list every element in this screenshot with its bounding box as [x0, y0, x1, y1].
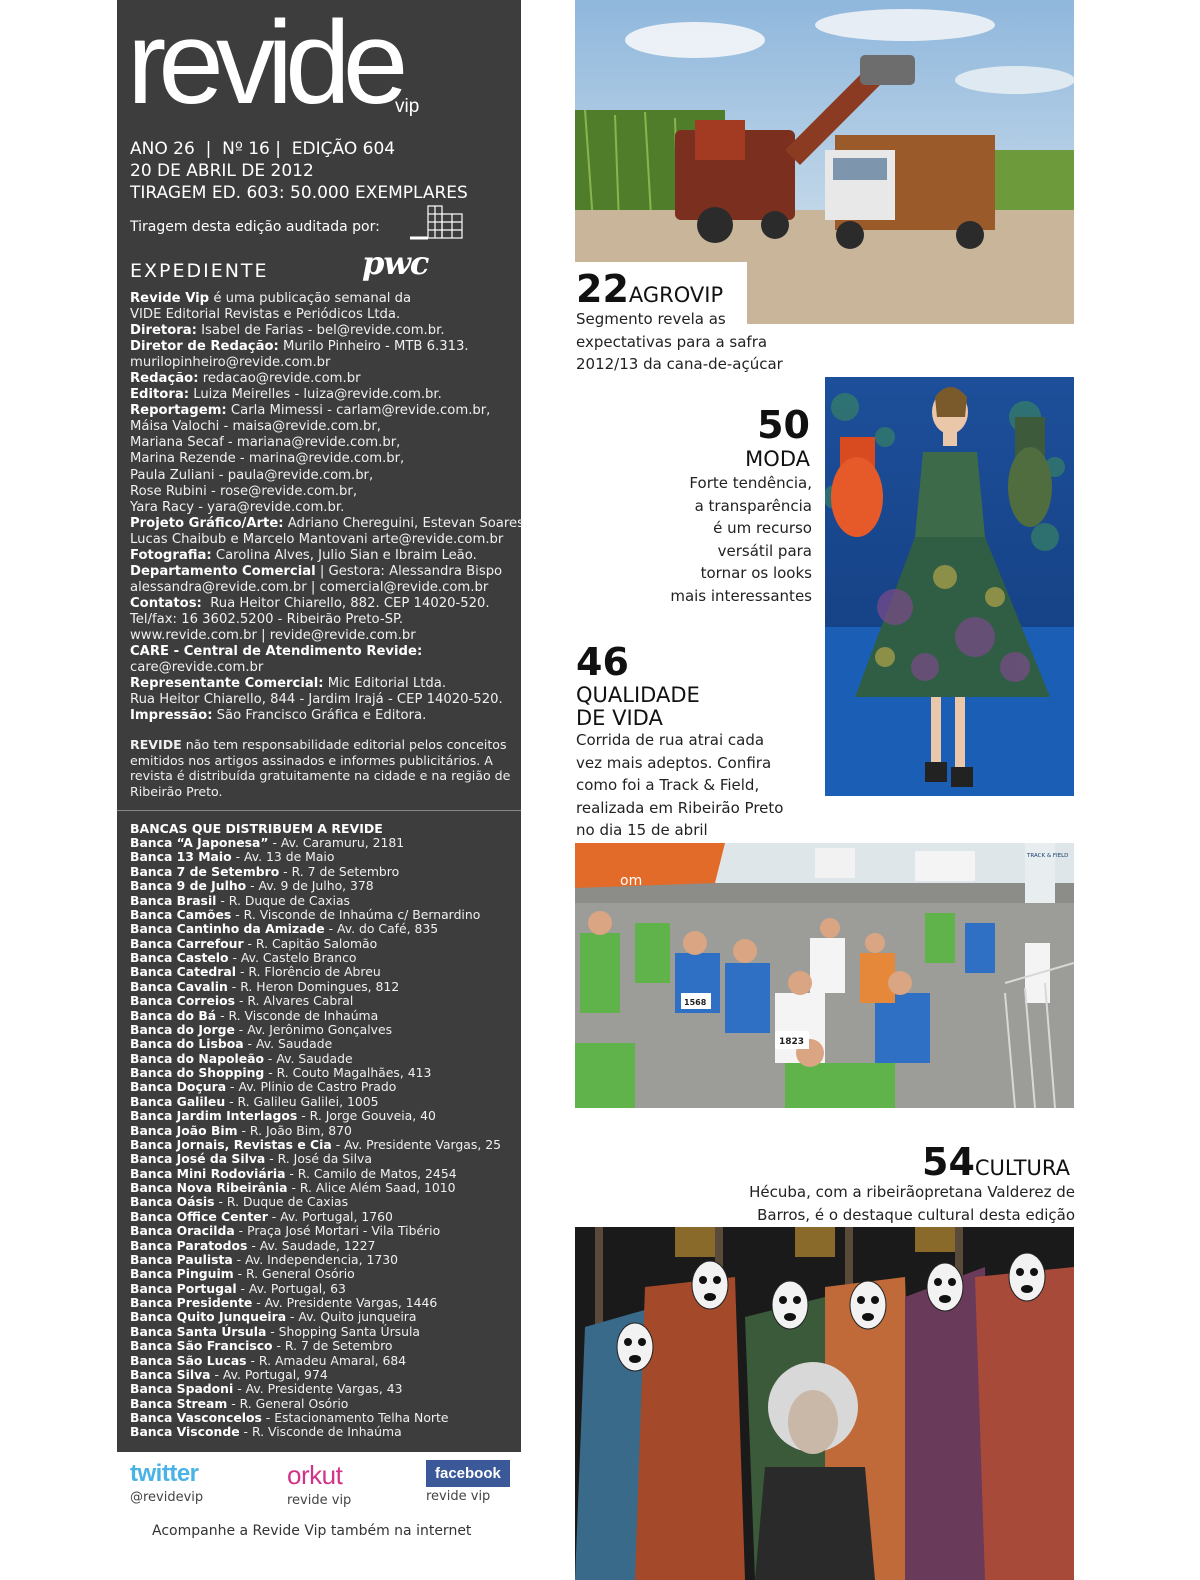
moda-section-name: MODA: [745, 447, 810, 471]
banca-name: Banca Correios: [130, 993, 236, 1009]
moda-description: [640, 472, 812, 607]
banca-item: [130, 1023, 501, 1037]
credit-detail: Adriano Chereguini, Estevan Soares,: [283, 515, 529, 531]
credit-detail: murilopinheiro@revide.com.br: [130, 355, 331, 371]
banca-item: [130, 1267, 501, 1281]
banca-name: Banca Quito Junqueira: [130, 1309, 287, 1325]
banca-item: [130, 1354, 501, 1368]
banca-name: Banca Office Center: [130, 1208, 268, 1224]
banca-item: [130, 1282, 501, 1296]
banca-address: - R. Camilo de Matos, 2454: [285, 1165, 457, 1181]
credit-detail: Murilo Pinheiro - MTB 6.313.: [278, 339, 469, 355]
banca-item: [130, 850, 501, 864]
twitter-link[interactable]: [130, 1460, 203, 1505]
banca-name: Banca do Lisboa: [130, 1036, 244, 1052]
cultura-description: [676, 1181, 1075, 1226]
divider: [117, 810, 521, 811]
banca-name: Banca Nova Ribeirânia: [130, 1180, 288, 1195]
credit-detail: Carla Mimessi - carlam@revide.com.br,: [226, 403, 491, 419]
banca-item: [130, 1382, 501, 1396]
banca-address: - Av. Plinio de Castro Prado: [226, 1079, 397, 1095]
banca-name: Banca 7 de Setembro: [130, 863, 280, 879]
banca-name: Banca Doçura: [130, 1079, 227, 1095]
credit-detail: Máisa Valochi - maisa@revide.com.br,: [130, 419, 381, 435]
banca-item: [130, 1109, 501, 1123]
banca-name: Banca Jardim Interlagos: [130, 1108, 298, 1124]
banca-name: Banca do Napoleão: [130, 1050, 264, 1066]
credit-line: [130, 484, 515, 500]
credit-detail: Rua Heitor Chiarello, 844 - Jardim Irajá - CEP 14020-520.: [130, 692, 503, 708]
agro-desc-line: Segmento revela as: [576, 310, 726, 328]
banca-name: Banca Jornais, Revistas e Cia: [130, 1136, 332, 1152]
banca-item: [130, 980, 501, 994]
banca-address: - R. Duque de Caxias: [214, 1194, 349, 1210]
credit-line: [130, 644, 515, 660]
agro-heading: [576, 267, 723, 311]
banca-address: - R. Visconde de Inhaúma: [216, 1007, 379, 1023]
cultura-page-number: 54: [922, 1140, 975, 1184]
credit-line: [130, 612, 515, 628]
banca-name: Banca Mini Rodoviária: [130, 1165, 286, 1181]
banca-address: - Av. 13 de Maio: [231, 849, 335, 865]
credit-role: Redação:: [130, 371, 199, 387]
credit-role: Representante Comercial:: [130, 676, 324, 692]
banca-item: [130, 1009, 501, 1023]
credit-detail: Rua Heitor Chiarello, 882. CEP 14020-520.: [201, 595, 490, 611]
credit-role: Fotografia:: [130, 547, 212, 563]
banca-name: Banca Cantinho da Amizade: [130, 921, 325, 937]
credit-detail: Mariana Secaf - mariana@revide.com.br,: [130, 435, 401, 451]
pwc-logo: pwc: [362, 244, 429, 282]
credit-detail: Carolina Alves, Julio Sian e Ibraim Leão.: [211, 547, 477, 563]
expediente-title: EXPEDIENTE: [130, 260, 269, 282]
banca-address: - R. Capitão Salomão: [243, 935, 378, 951]
credit-line: [130, 660, 515, 676]
credit-role: Diretora:: [130, 323, 197, 339]
bib-number-1: 1823: [779, 1037, 805, 1047]
banca-address: - R. Amadeu Amaral, 684: [246, 1352, 407, 1368]
banca-item: [130, 1138, 501, 1152]
banca-item: [130, 951, 501, 965]
banca-item: [130, 1124, 501, 1138]
credit-detail: São Francisco Gráfica e Editora.: [212, 708, 427, 724]
banca-item: [130, 1037, 501, 1051]
credit-role: Revide Vip: [130, 291, 210, 306]
bancas-list: [130, 836, 501, 1440]
banca-item: [130, 1224, 501, 1238]
banca-name: Banca Presidente: [130, 1295, 253, 1310]
credit-detail: Paula Zuliani - paula@revide.com.br,: [130, 467, 374, 483]
banca-name: Banca Camões: [130, 906, 232, 922]
agro-section-name: AGROVIP: [628, 283, 724, 307]
moda-heading: [700, 403, 810, 471]
qualidade-desc-line: como foi a Track & Field,: [576, 776, 760, 794]
banca-name: Banca “A Japonesa”: [130, 835, 269, 850]
credit-line: [130, 692, 515, 708]
banca-name: Banca Brasil: [130, 892, 217, 908]
banca-item: [130, 937, 501, 951]
issue-date: 20 DE ABRIL DE 2012: [130, 161, 314, 181]
agro-description: [576, 308, 783, 376]
banca-address: - Shopping Santa Úrsula: [266, 1323, 421, 1339]
banca-item: [130, 1310, 501, 1324]
credit-detail: Marina Rezende - marina@revide.com.br,: [130, 451, 405, 467]
credit-role: Contatos:: [130, 595, 202, 611]
facebook-logo: facebook: [426, 1460, 510, 1487]
credit-detail: Isabel de Farias - bel@revide.com.br.: [196, 323, 445, 339]
banca-name: Banca Cavalin: [130, 978, 228, 994]
credit-detail: Mic Editorial Ltda.: [323, 676, 447, 692]
credit-detail: redacao@revide.com.br: [198, 371, 361, 387]
banca-address: - Av. Portugal, 1760: [267, 1208, 393, 1224]
moda-desc-line: é um recurso: [713, 519, 812, 537]
banca-address: - R. General Osório: [233, 1266, 355, 1282]
banca-name: Banca Santa Úrsula: [130, 1323, 267, 1339]
moda-desc-line: tornar os looks: [700, 564, 812, 582]
banca-address: - Av. Jerônimo Gonçalves: [234, 1021, 393, 1037]
banca-address: - R. Duque de Caxias: [216, 892, 350, 908]
agro-desc-line: expectativas para a safra: [576, 332, 768, 351]
banca-name: Banca São Lucas: [130, 1352, 247, 1368]
banca-address: - R. Galileu Galilei, 1005: [225, 1093, 379, 1109]
banca-name: Banca do Shopping: [130, 1065, 265, 1080]
banca-name: Banca Silva: [130, 1366, 211, 1382]
banca-item: [130, 1195, 501, 1209]
revide-logo-vip: vip: [395, 96, 420, 117]
banca-name: Banca 13 Maio: [130, 849, 232, 865]
banca-address: - R. João Bim, 870: [237, 1122, 352, 1138]
banner-right-text: TRACK & FIELD: [1027, 853, 1069, 859]
agro-desc-line: 2012/13 da cana-de-açúcar: [576, 355, 783, 373]
banca-address: - R. Visconde de Inhaúma: [239, 1424, 402, 1440]
banca-item: [130, 879, 501, 893]
qualidade-heading: [576, 640, 700, 730]
banca-item: [130, 1052, 501, 1066]
banca-address: - Praça José Mortari - Vila Tibério: [234, 1223, 441, 1239]
banca-name: Banca Oracilda: [130, 1223, 235, 1239]
credit-detail: Yara Racy - yara@revide.com.br.: [130, 499, 345, 515]
banca-item: [130, 836, 501, 850]
banca-item: [130, 1080, 501, 1094]
twitter-logo: twitter: [130, 1460, 199, 1487]
credit-line: [130, 468, 515, 484]
qualidade-section-name-1: QUALIDADE: [576, 683, 700, 707]
bancas-title: BANCAS QUE DISTRIBUEM A REVIDE: [130, 821, 383, 836]
banca-address: - R. Couto Magalhães, 413: [264, 1065, 432, 1080]
credit-line: [130, 580, 515, 596]
credit-detail: Rose Rubini - rose@revide.com.br,: [130, 483, 358, 499]
banca-name: Banca Vasconcelos: [130, 1410, 262, 1425]
print-run: TIRAGEM ED. 603: 50.000 EXEMPLARES: [130, 183, 468, 203]
credit-role: CARE - Central de Atendimento Revide:: [130, 644, 423, 660]
qualidade-description: [576, 729, 783, 842]
credit-line: [130, 532, 515, 548]
credit-role: Diretor de Redação:: [130, 339, 279, 355]
banner-left-text: om: [620, 873, 643, 889]
banca-name: Banca Carrefour: [130, 935, 244, 951]
banca-item: [130, 1339, 501, 1353]
moda-desc-line: mais interessantes: [670, 586, 812, 605]
banca-address: - Estacionamento Telha Norte: [261, 1410, 449, 1425]
banca-name: Banca do Jorge: [130, 1021, 235, 1037]
banca-name: Banca Portugal: [130, 1280, 237, 1296]
banca-address: - Av. Castelo Branco: [228, 950, 357, 965]
banca-item: [130, 1181, 501, 1195]
banca-name: Banca Catedral: [130, 964, 237, 980]
revide-logo: revide: [127, 0, 401, 129]
banca-item: [130, 1152, 501, 1166]
credit-role: Projeto Gráfico/Arte:: [130, 515, 284, 531]
credit-role: Editora:: [130, 387, 190, 403]
banca-address: - R. José da Silva: [265, 1151, 372, 1167]
banca-address: - R. Alice Além Saad, 1010: [287, 1180, 456, 1195]
banca-item: [130, 965, 501, 979]
banca-address: - Av. Presidente Vargas, 43: [233, 1381, 403, 1397]
issue-info: [130, 138, 468, 204]
issue-line: ANO 26 | Nº 16 | EDIÇÃO 604: [130, 139, 396, 159]
banca-item: [130, 894, 501, 908]
banca-address: - Av. Independencia, 1730: [232, 1251, 399, 1267]
banca-item: [130, 1425, 501, 1439]
banca-address: - R. General Osório: [227, 1395, 349, 1411]
credit-line: [130, 339, 515, 355]
cultura-section-name: CULTURA: [974, 1156, 1071, 1180]
facebook-handle: revide vip: [426, 1489, 491, 1504]
orkut-handle: revide vip: [287, 1493, 352, 1508]
banca-item: [130, 865, 501, 879]
credit-role: Impressão:: [130, 708, 213, 724]
banca-name: Banca Stream: [130, 1395, 228, 1411]
banca-name: Banca José da Silva: [130, 1151, 266, 1167]
moda-desc-line: Forte tendência,: [689, 474, 812, 492]
credit-detail: VIDE Editorial Revistas e Periódicos Ltda.: [130, 307, 401, 323]
credit-line: [130, 371, 515, 387]
facebook-link[interactable]: [426, 1460, 510, 1504]
pwc-building-icon: [408, 204, 464, 240]
credit-line: [130, 403, 515, 419]
banca-address: - Av. Caramuru, 2181: [268, 835, 405, 850]
cultura-desc-line: Hécuba, com a ribeirãopretana Valderez de: [749, 1183, 1075, 1201]
credit-line: [130, 387, 515, 403]
credit-role: Reportagem:: [130, 403, 227, 419]
banca-address: - Av. Portugal, 974: [210, 1366, 328, 1382]
banca-address: - R. 7 de Setembro: [279, 863, 400, 879]
credit-line: [130, 419, 515, 435]
banca-name: Banca Paratodos: [130, 1237, 248, 1253]
credit-detail: Luiza Meirelles - luiza@revide.com.br.: [189, 387, 442, 403]
banca-name: Banca Oásis: [130, 1194, 215, 1210]
credit-line: [130, 307, 515, 323]
cultura-desc-line: Barros, é o destaque cultural desta edição: [757, 1205, 1075, 1224]
banca-address: - Av. Saudade, 1227: [247, 1237, 376, 1253]
banca-address: - Av. Presidente Vargas, 1446: [252, 1295, 438, 1310]
banca-item: [130, 1296, 501, 1310]
race-photo: [575, 843, 1074, 1108]
credit-line: [130, 628, 515, 644]
banca-item: [130, 1397, 501, 1411]
banca-address: - Av. Saudade: [243, 1036, 333, 1052]
banca-name: Banca São Francisco: [130, 1338, 273, 1354]
credit-detail: care@revide.com.br: [130, 660, 264, 676]
qualidade-section-name-2: DE VIDA: [576, 706, 663, 730]
credit-line: [130, 564, 515, 580]
banca-name: Banca 9 de Julho: [130, 878, 247, 894]
moda-page-number: 50: [757, 403, 810, 447]
credit-line: [130, 291, 515, 307]
banca-address: - R. Visconde de Inhaúma c/ Bernardino: [231, 906, 481, 922]
banca-item: [130, 1239, 501, 1253]
banca-name: Banca Spadoni: [130, 1381, 234, 1397]
follow-text: Acompanhe a Revide Vip também na internet: [152, 1523, 472, 1539]
banca-address: - R. 7 de Setembro: [272, 1338, 393, 1354]
credit-line: [130, 355, 515, 371]
credit-line: [130, 515, 529, 532]
twitter-handle: @revidevip: [130, 1490, 204, 1505]
credit-role: Departamento Comercial: [130, 563, 316, 579]
audited-by-text: Tiragem desta edição auditada por:: [130, 219, 380, 235]
banca-item: [130, 922, 501, 936]
banca-name: Banca Pinguim: [130, 1266, 234, 1282]
banca-address: - R. Jorge Gouveia, 40: [297, 1108, 436, 1124]
qualidade-desc-line: Corrida de rua atrai cada: [576, 731, 765, 749]
moda-desc-line: versátil para: [717, 541, 812, 560]
credit-detail: Lucas Chaibub e Marcelo Mantovani arte@revide.com.br: [130, 531, 504, 547]
credit-line: [130, 596, 515, 612]
agro-page-number: 22: [576, 267, 629, 311]
qualidade-desc-line: no dia 15 de abril: [576, 821, 708, 839]
cultura-heading: [922, 1140, 1070, 1184]
credit-line: [130, 500, 515, 516]
banca-item: [130, 908, 501, 922]
credit-line: [130, 451, 515, 467]
banca-item: [130, 1066, 501, 1080]
banca-name: Banca Visconde: [130, 1424, 240, 1440]
banca-address: - Av. 9 de Julho, 378: [246, 878, 374, 894]
credit-line: [130, 708, 515, 724]
banca-item: [130, 1411, 501, 1425]
qualidade-desc-line: vez mais adeptos. Confira: [576, 753, 772, 772]
banca-name: Banca Castelo: [130, 950, 229, 965]
disclaimer-bold: REVIDE: [130, 737, 182, 752]
cultura-photo: [575, 1227, 1074, 1580]
credit-line: [130, 548, 515, 564]
disclaimer-text: não tem responsabilidade editorial pelos conceitos emitidos nos artigos assinados e informes publicitários. A revista é distribuída gratuitamente na cidade e na região de Ribeirão Preto.: [130, 737, 511, 799]
banca-address: - R. Florêncio de Abreu: [236, 964, 381, 980]
credit-detail: Tel/fax: 16 3602.5200 - Ribeirão Preto-SP.: [130, 611, 404, 627]
credit-detail: alessandra@revide.com.br | comercial@revide.com.br: [130, 579, 489, 595]
credit-detail: é uma publicação semanal da: [209, 291, 412, 306]
credit-detail: | Gestora: Alessandra Bispo: [315, 563, 503, 579]
bib-number-2: 1568: [684, 998, 707, 1007]
banca-address: - Av. Quito junqueira: [286, 1309, 417, 1325]
disclaimer: [130, 737, 515, 799]
banca-name: Banca Galileu: [130, 1093, 226, 1109]
credits-list: [130, 291, 529, 724]
credit-line: [130, 435, 515, 451]
banca-item: [130, 1210, 501, 1224]
banca-item: [130, 1368, 501, 1382]
qualidade-page-number: 46: [576, 640, 629, 684]
moda-photo: [825, 377, 1074, 796]
banca-address: - Av. Presidente Vargas, 25: [331, 1136, 501, 1152]
qualidade-desc-line: realizada em Ribeirão Preto: [576, 798, 784, 817]
banca-address: - Av. do Café, 835: [324, 921, 439, 937]
banca-item: [130, 1325, 501, 1339]
banca-name: Banca João Bim: [130, 1122, 238, 1138]
banca-name: Banca Paulista: [130, 1251, 233, 1267]
banca-name: Banca do Bá: [130, 1007, 217, 1023]
banca-item: [130, 1253, 501, 1267]
banca-address: - Av. Portugal, 63: [236, 1280, 346, 1296]
moda-desc-line: a transparência: [694, 496, 812, 515]
orkut-logo: orkut: [287, 1460, 343, 1490]
orkut-link[interactable]: [287, 1460, 351, 1508]
banca-address: - Av. Saudade: [263, 1050, 353, 1066]
banca-address: - R. Heron Domingues, 812: [227, 978, 400, 994]
credit-line: [130, 323, 515, 339]
banca-item: [130, 1167, 501, 1181]
banca-address: - R. Alvares Cabral: [235, 993, 354, 1009]
banca-item: [130, 1095, 501, 1109]
credit-line: [130, 676, 515, 692]
banca-item: [130, 994, 501, 1008]
credit-detail: www.revide.com.br | revide@revide.com.br: [130, 627, 416, 643]
